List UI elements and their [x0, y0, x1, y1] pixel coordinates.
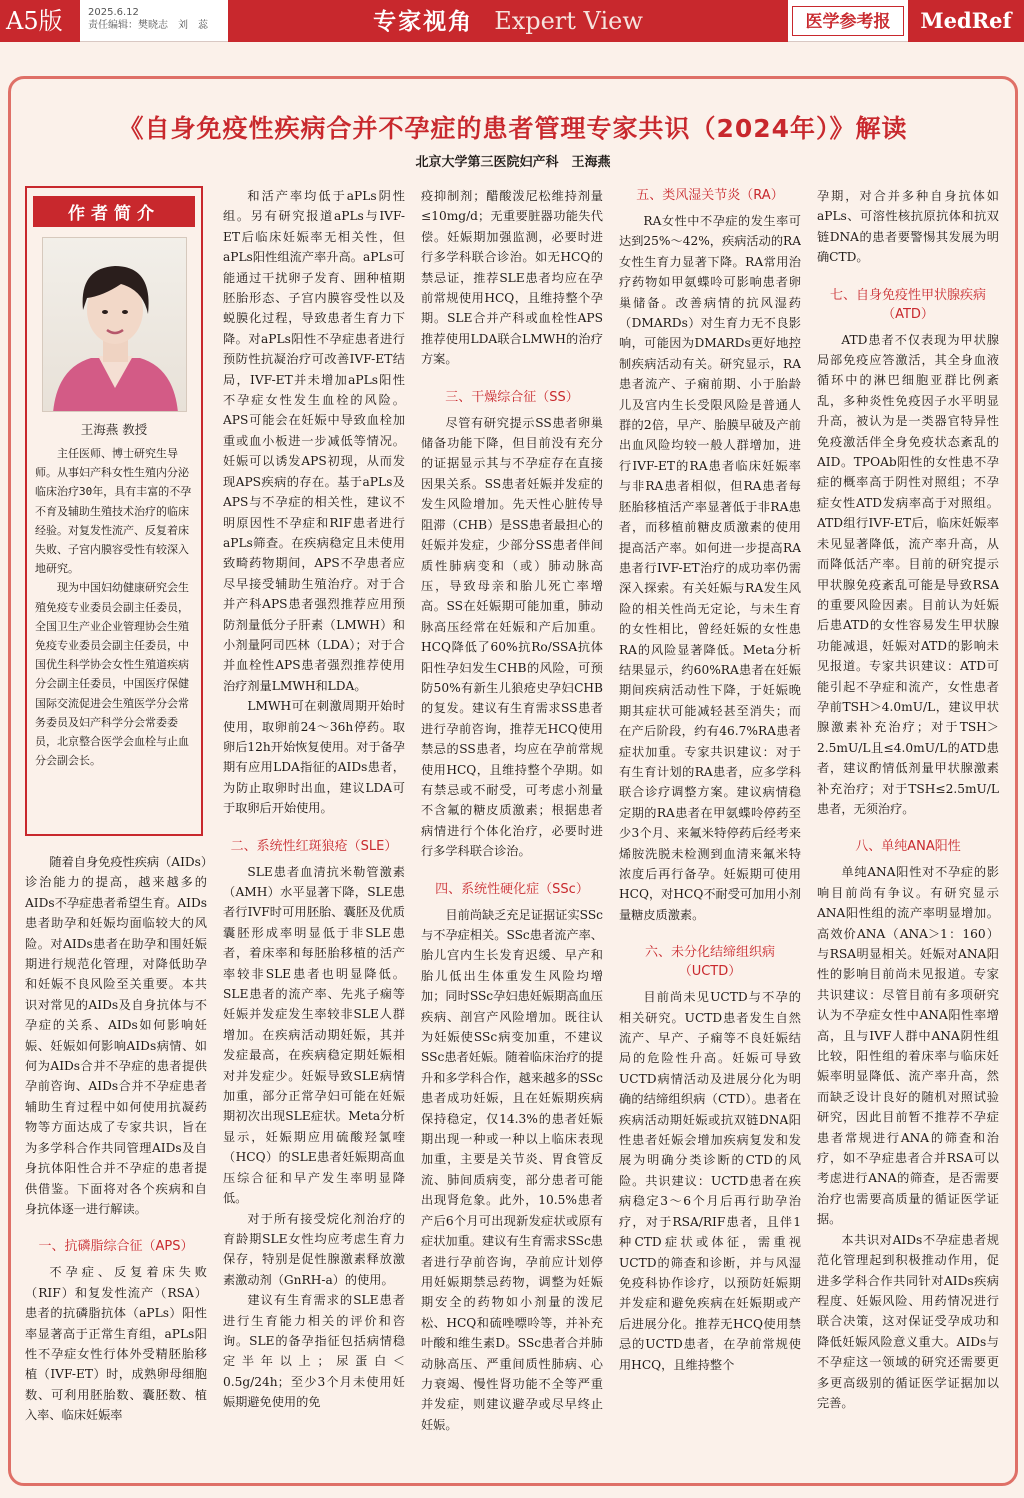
portrait-image	[43, 238, 187, 412]
column-1-body	[25, 852, 207, 1480]
article-byline: 北京大学第三医院妇产科 王海燕	[415, 155, 611, 170]
edition-label: A5版	[0, 0, 80, 42]
body-paragraph: ATD患者不仅表现为甲状腺局部免疫应答激活，其全身血液循环中的淋巴细胞亚群比例紊乱，多种炎性免疫因子水平明显升高，被认为是一类器官特异性免疫激活伴全身免疫状态紊乱的AID。TPOAb阳性的女性患不孕症的概率高于阴性对照组；不孕症女性ATD发病率高于对照组。ATD组行IVF-ET后，临床妊娠率未见显著降低，流产率升高，从而降低活产率。目前的研究提示甲状腺免疫紊乱可能是导致RSA的重要风险因素。目前认为妊娠后患ATD的女性容易发生甲状腺功能减退，妊娠对ATD的影响未见报道。专家共识建议：ATD可能引起不孕症和流产，女性患者孕前TSH＞4.0mU/L，建议甲状腺激素补充治疗；对于TSH＞2.5mU/L且≤4.0mU/L的ATD患者，建议酌情低剂量甲状腺激素补充治疗；对于TSH≤2.5mU/L患者，无须治疗。	[817, 332, 999, 816]
body-paragraph: 孕期，对合并多种自身抗体如aPLs、可溶性核抗原抗体和抗双链DNA的患者要警惕其发展为明确CTD。	[817, 189, 999, 265]
body-paragraph: 疫抑制剂；醋酸泼尼松维持剂量≤10mg/d；无重要脏器功能失代偿。妊娠期加强监测，必要时进行多学科联合诊治。如无HCQ的禁忌证，推荐SLE患者均应在孕前常规使用HCQ，且维持整个孕期。SLE合并产科或血栓性APS推荐使用LDA联合LMWH的治疗方案。	[421, 189, 603, 367]
article-title: 《自身免疫性疾病合并不孕症的患者管理专家共识（2024年）》解读	[118, 114, 908, 143]
body-paragraph: 本共识对AIDs不孕症患者规范化管理起到积极推动作用，促进多学科合作共同针对AIDs疾病程度、妊娠风险、用药情况进行联合决策，这对保证受孕成功和降低妊娠风险意义重大。AIDs与不孕症这一领域的研究还需要更多更高级别的循证医学证据加以完善。	[817, 1232, 999, 1410]
body-paragraph: LMWH可在刺激周期开始时使用，取卵前24～36h停药。取卵后12h开始恢复使用。对于备孕期有应用LDA指征的AIDs患者，为防止取卵时出血，建议LDA可于取卵后开始使用。	[223, 699, 405, 816]
body-paragraph: 建议有生育需求的SLE患者进行生育能力相关的评价和咨询。SLE的备孕指征包括病情稳定半年以上；尿蛋白＜0.5g/24h；至少3个月未使用妊娠期避免使用的免	[223, 1293, 405, 1410]
section-heading: 四、系统性硬化症（SSc）	[435, 881, 589, 897]
author-bio-box	[25, 186, 203, 836]
section-heading: 八、单纯ANA阳性	[855, 839, 961, 855]
column-5-body	[817, 186, 999, 1481]
column-3-body	[421, 186, 603, 1481]
body-paragraph: 和活产率均低于aPLs阴性组。另有研究报道aPLs与IVF-ET后临床妊娠率无相关性，但aPLs阳性组流产率升高。aPLs可能通过干扰卵子发育、囲种植期胚胎形态、子宫内膜容受性以及蜕膜化过程，导致患者生育力下降。对aPLs阳性不孕症患者进行预防性抗凝治疗可改善IVF-ET结局，IVF-ET并未增加aPLs阳性不孕症女性发生血栓的风险。APS可能会在妊娠中导致血栓加重或血小板进一步减低等情况。妊娠可以诱发APS初现，从而发现APS疾病的存在。基于aPLs及APS与不孕症的相关性，建议不明原因性不孕症和RIF患者进行aPLs筛查。在疾病稳定且未使用致畸药物期间，APS不孕患者应尽早接受辅助生殖治疗。对于合并产科APS患者强烈推荐应用预防剂量低分子肝素（LMWH）和小剂量阿司匹林（LDA）；对于合并血栓性APS患者强烈推荐使用治疗剂量LMWH和LDA。	[223, 189, 405, 693]
column-4-body	[619, 186, 801, 1481]
author-photo	[42, 237, 187, 412]
body-paragraph: 不孕症、反复着床失败（RIF）和复发性流产（RSA）患者的抗磷脂抗体（aPLs）阳性率显著高于正常生育组，aPLs阳性不孕症女性行体外受精胚胎移植（IVF-ET）时，成熟卵母细胞数、可利用胚胎数、囊胚数、植入率、临床妊娠率	[25, 1265, 207, 1423]
paper-name-en: MedRef	[908, 0, 1024, 42]
author-name: 王海燕 教授	[80, 422, 148, 437]
page-header	[0, 0, 1024, 42]
body-paragraph: 单纯ANA阳性对不孕症的影响目前尚有争议。有研究显示ANA阳性组的流产率明显增加。高效价ANA（ANA＞1：160）与RSA明显相关。妊娠对ANA阳性的影响目前尚未见报道。专家共识建议：尽管目前有多项研究认为不孕症女性中ANA阳性率增高，且与IVF人群中ANA阴性组比较，阳性组的着床率与临床妊娠率明显降低、流产率升高，然而缺乏设计良好的随机对照试验研究，因此目前暂不推荐不孕症患者常规进行ANA的筛查和治疗，如不孕症患者合并RSA可以考虑进行ANA的筛查，是否需要治疗也需要高质量的循证医学证据。	[817, 865, 999, 1227]
body-paragraph: 目前尚缺乏充足证据证实SSc与不孕症相关。SSc患者流产率、胎儿宫内生长发育迟缓、早产和胎儿低出生体重发生风险均增加；同时SSc孕妇患妊娠期高血压疾病、剖宫产风险增加。既往认为妊娠使SSc病变加重，不建议SSc患者妊娠。随着临床治疗的提升和多学科合作，越来越多的SSc患者成功妊娠，且在妊娠期疾病保持稳定，仅14.3%的患者妊娠期出现一种或一种以上临床表现加重，主要是关节炎、胃食管反流、肺间质病变，部分患者可能出现肾危象。此外，10.5%患者产后6个月可出现新发症状或原有症状加重。建议有生育需求SSc患者进行孕前咨询，孕前应计划停用妊娠期禁忌药物，调整为妊娠期安全的药物如小剂量的泼尼松、HCQ和硫唑嘌呤等，并补充叶酸和维生素D。SSc患者合并肺动脉高压、严重间质性肺病、心力衰竭、慢性肾功能不全等严重并发症，则建议避孕或尽早终止妊娠。	[421, 907, 603, 1432]
body-paragraph: 目前尚未见UCTD与不孕的相关研究。UCTD患者发生自然流产、早产、子痫等不良妊娠结局的危险性升高。妊娠可导致UCTD病情活动及进展分化为明确的结缔组织病（CTD）。患者在疾病活动期妊娠或抗双链DNA阳性患者妊娠会增加疾病复发和发展为明确分类诊断的CTD的风险。共识建议：UCTD患者在疾病稳定3～6个月后再行助孕治疗，对于RSA/RIF患者，且伴1种CTD症状或体征，需重视UCTD的筛查和诊断，并与风湿免疫科协作诊疗，以预防妊娠期并发症和避免疾病在妊娠期或产后进展分化。推荐无HCQ使用禁忌的UCTD患者，在孕前常规使用HCQ，且维持整个	[619, 990, 801, 1372]
author-bio-text	[35, 444, 193, 770]
issue-date: 2025.6.12	[88, 7, 139, 18]
body-paragraph: RA女性中不孕症的发生率可达到25%～42%，疾病活动的RA女性生育力显著下降。RA常用治疗药物如甲氨蝶呤可影响患者卵巢储备。改善病情的抗风湿药（DMARDs）对生育力无不良影响，可能因为DMARDs更好地控制疾病活动有关。研究显示，RA患者流产、子痫前期、小于胎龄儿及宫内生长受限风险是普通人群的2倍，早产、胎膜早破及产前出血风险均较一般人群增加，进行IVF-ET的RA患者临床妊娠率与非RA患者相似，但RA患者每胚胎移植活产率显著低于非RA患者，而移植前糖皮质激素的使用提高活产率。如何进一步提高RA患者行IVF-ET治疗的成功率仍需深入探索。有关妊娠与RA发生风险的相关性尚无定论，与未生育的女性相比，曾经妊娠的女性患RA的风险显著降低。Meta分析结果显示，约60%RA患者在妊娠期间疾病活动性下降，于妊娠晚期其症状可能减轻甚至消失；而在产后阶段，约有46.7%RA患者症状加重。专家共识建议：对于有生育计划的RA患者，应多学科联合诊疗调整方案。建议病情稳定期的RA患者在甲氨蝶呤停药至少3个月、来氟米特停药后经考来烯胺洗脱未检测到血清来氟米特浓度后再行备孕。妊娠期可使用HCQ，对HCQ不耐受可加用小剂量糖皮质激素。	[619, 214, 801, 922]
paper-name-cn: 医学参考报	[792, 6, 904, 36]
article-frame	[8, 76, 1018, 1486]
section-heading: 三、干燥综合征（SS）	[445, 389, 579, 405]
body-paragraph: 尽管有研究提示SS患者卵巢储备功能下降，但目前没有充分的证据显示其与不孕症存在直接因果关系。SS患者妊娠并发症的发生风险增加。先天性心脏传导阻滞（CHB）是SS患者最担心的妊娠并发症，少部分SS患者伴间质性肺病变和（或）肺动脉高压，导致母亲和胎儿死亡率增高。SS在妊娠期可能加重，肺动脉高压经常在妊娠和产后加重。HCQ降低了60%抗Ro/SSA抗体阳性孕妇发生CHB的风险，可预防50%有新生儿狼疮史孕妇CHB的复发。建议有生育需求SS患者进行孕前咨询，推荐无HCQ使用禁忌的SS患者，均应在孕前常规使用HCQ，且维持整个孕期。如有禁忌或不耐受，可考虑小剂量不含氟的糖皮质激素；根据患者病情进行个体化治疗，必要时进行多学科联合诊治。	[421, 415, 603, 859]
issue-info	[88, 6, 208, 32]
section-heading: 一、抗磷脂综合征（APS）	[38, 1239, 194, 1255]
author-bio-label: 作者简介	[33, 196, 195, 227]
section-band	[228, 0, 788, 42]
section-heading: 二、系统性红斑狼疮（SLE）	[230, 838, 398, 854]
section-heading: 五、类风湿关节炎（RA）	[636, 188, 784, 203]
body-paragraph: 对于所有接受烷化剂治疗的育龄期SLE女性均应考虑生育力保存，特别是促性腺激素释放激素激动剂（GnRH-a）的使用。	[223, 1211, 405, 1287]
bio-paragraph-1: 主任医师、博士研究生导师。从事妇产科女性生殖内分泌临床治疗30年，具有丰富的不孕不育及辅助生殖技术治疗的临床经验。对复发性流产、反复着床失败、子宫内膜容受性有较深入地研究。	[35, 447, 192, 576]
section-heading: 七、自身免疫性甲状腺疾病（ATD）	[829, 287, 986, 322]
section-title-cn: 专家视角	[373, 8, 474, 35]
section-title-en: Expert View	[494, 7, 643, 35]
section-heading: 六、未分化结缔组织病（UCTD）	[644, 945, 775, 980]
body-paragraph: 随着自身免疫性疾病（AIDs）诊治能力的提高，越来越多的AIDs不孕症患者希望生育。AIDs患者助孕和妊娠均面临较大的风险。对AIDs患者在助孕和围妊娠期进行规范化管理，对降低助孕和妊娠不良风险至关重要。本共识对常见的AIDs及自身抗体与不孕症的关系、AIDs如何影响妊娠、妊娠如何影响AIDs病情、如何为AIDs合并不孕症的患者提供孕前咨询、AIDs合并不孕症患者辅助生育过程中如何使用抗凝药物等方面达成了专家共识，旨在为多学科合作共同管理AIDs及自身抗体阳性合并不孕症的患者提供借鉴。下面将对各个疾病和自身抗体逐一进行解读。	[25, 855, 207, 1216]
bio-paragraph-2: 现为中国妇幼健康研究会生殖免疫专业委员会副主任委员，全国卫生产业企业管理协会生殖免疫专业委员会副主任委员，中国优生科学协会女性生殖道疾病分会副主任委员，中国医疗保健国际交流促进会生殖医学分会常务委员及妇产科学分会常委委员，北京整合医学会血栓与止血分会副会长。	[35, 581, 189, 768]
body-paragraph: SLE患者血清抗米勒管激素（AMH）水平显著下降，SLE患者行IVF时可用胚胎、囊胚及优质囊胚形成率明显低于非SLE患者，着床率和每胚胎移植的活产率较非SLE患者也明显降低。SLE患者的流产率、先兆子痫等妊娠并发症发生率较非SLE人群增加。在疾病活动期妊娠，其并发症最高，在疾病稳定期妊娠相对并发症少。妊娠导致SLE病情加重，部分正常孕妇可能在妊娠期初次出现SLE症状。Meta分析显示，妊娠期应用硫酸羟氯喹（HCQ）的SLE患者妊娠期高血压综合征和早产发生率明显降低。	[223, 864, 405, 1206]
issue-editors: 责任编辑：樊晓志 刘 蕊	[88, 20, 208, 31]
column-2-body	[223, 186, 405, 1481]
